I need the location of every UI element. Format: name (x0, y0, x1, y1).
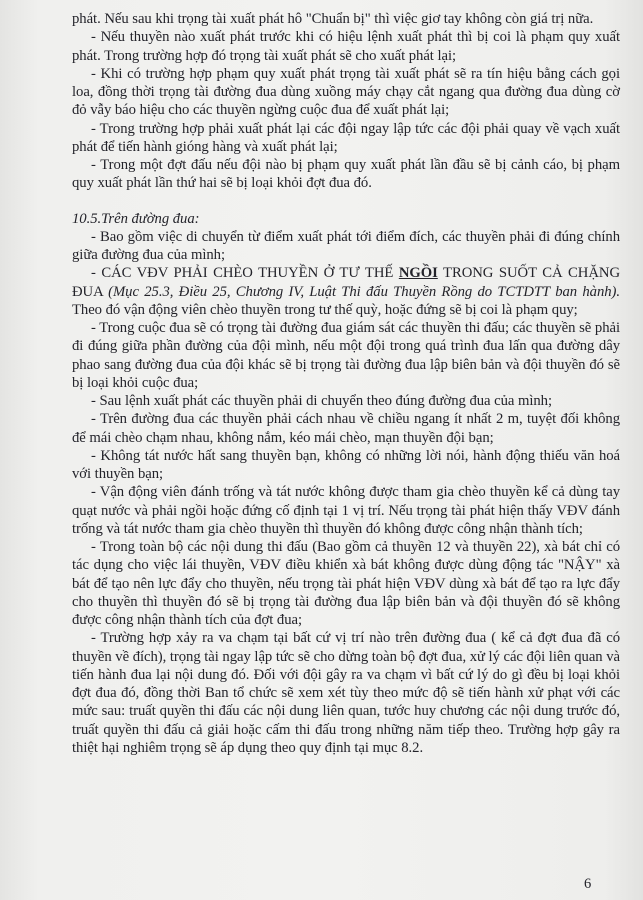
page-number: 6 (584, 876, 592, 892)
rowing-rule-emphasis: NGỒI (398, 265, 438, 282)
paragraph-route: - Bao gồm việc di chuyển từ điểm xuất phát tới điểm đích, các thuyền phải đi đúng chính giữa đường đua của mình; (72, 228, 620, 263)
rowing-rule-tail: Theo đó vận động viên chèo thuyền trong tư thế quỳ, hoặc đứng sẽ bị coi là phạm quy; (72, 301, 578, 318)
paragraph-distance: - Trên đường đua các thuyền phải cách nhau về chiều ngang ít nhất 2 m, tuyệt đối không để mái chèo chạm nhau, không nắm, kéo mái chèo, mạn thuyền đội bạn; (72, 411, 620, 446)
paragraph-rowing-posture (72, 264, 620, 319)
document-body (72, 10, 620, 757)
paragraph-warning-disqualify: - Trong một đợt đấu nếu đội nào bị phạm quy xuất phát lần đầu sẽ bị cảnh cáo, bị phạm quy xuất phát lần thứ hai sẽ bị loại khỏi đợt đua đó. (72, 157, 620, 192)
paragraph-follow-lane: - Sau lệnh xuất phát các thuyền phải di chuyển theo đúng đường đua của mình; (91, 393, 553, 409)
paragraph-restart: - Trong trường hợp phải xuất phát lại các đội ngay lập tức các đội phải quay về vạch xuất phát để tiến hành gióng hàng và xuất phát lại; (72, 120, 620, 155)
paragraph-false-start-signal: - Khi có trường hợp phạm quy xuất phát trọng tài xuất phát sẽ ra tín hiệu bằng cách gọi loa, đồng thời trọng tài đường đua dùng xuồng máy chạy cắt ngang qua đường đua dùng cờ đỏ vẫy báo hiệu cho các thuyền ngừng cuộc đua để xuất phát lại; (72, 65, 620, 119)
rowing-rule-reference: (Mục 25.3, Điều 25, Chương IV, Luật Thi đấu Thuyền Rồng do TCTDTT ban hành). (108, 283, 621, 300)
paragraph-steering: - Trong toàn bộ các nội dung thi đấu (Bao gồm cả thuyền 12 và thuyền 22), xà bát chỉ có tác dụng cho việc lái thuyền, VĐV điều khiển xà bát không được dùng động tác "NẬY" xà bát để tạo nên lực đẩy cho thuyền, nếu trọng tài phát hiện VĐV dùng xà bát để tạo ra lực đẩy cho thuyền thì thuyền đó sẽ bị trọng tài đường đua lập biên bản và đội thuyền đó sẽ không được công nhận thành tích của đợt đua; (72, 539, 620, 628)
paragraph-collision: - Trường hợp xảy ra va chạm tại bất cứ vị trí nào trên đường đua ( kể cả đợt đua đã có thuyền về đích), trọng tài ngay lập tức sẽ cho dừng toàn bộ đợt đua, xử lý các đội liên quan và tiến hành đua lại nội dung đó. Đối với đội gây ra va chạm vì bất cứ lý do gì đều bị loại khỏi đợt đua đó, đồng thời Ban tổ chức sẽ xem xét tùy theo mức độ sẽ tiến hành xử phạt với các mức sau: truất quyền thi đấu các nội dung liên quan, tước huy chương các nội dung trước đó, truất quyền thi đấu cả giải hoặc cấm thi đấu trong những năm tiếp theo. Trường hợp gây ra thiệt hại nghiêm trọng sẽ áp dụng theo quy định tại mục 8.2. (72, 630, 620, 756)
rowing-rule-lead: - CÁC VĐV PHẢI CHÈO THUYỀN Ở TƯ THẾ (91, 265, 399, 282)
paragraph-start-signal: phát. Nếu sau khi trọng tài xuất phát hô "Chuẩn bị" thì việc giơ tay không còn giá trị nữa. (72, 11, 594, 27)
section-heading: 10.5.Trên đường đua: (72, 210, 200, 227)
rowing-rule-continued: TRONG SUỐT CẢ CHẶNG ĐUA (72, 265, 620, 300)
paragraph-false-start: - Nếu thuyền nào xuất phát trước khi có hiệu lệnh xuất phát thì bị coi là phạm quy xuất phát. Trong trường hợp đó trọng tài xuất phát sẽ cho xuất phát lại; (72, 29, 620, 64)
paragraph-no-splashing: - Không tát nước hất sang thuyền bạn, không có những lời nói, hành động thiếu văn hoá với thuyền bạn; (72, 447, 620, 482)
paragraph-drummer-bailer: - Vận động viên đánh trống và tát nước không được tham gia chèo thuyền kể cả dùng tay quạt nước và phải ngồi hoặc đứng cố định tại 1 vị trí. Nếu trọng tài phát hiện thấy VĐV đánh trống và tát nước tham gia chèo thuyền thì thuyền đó không được công nhận thành tích; (72, 484, 620, 537)
section-gap (72, 193, 620, 210)
paragraph-lane-referee: - Trong cuộc đua sẽ có trọng tài đường đua giám sát các thuyền thi đấu; các thuyền sẽ phải đi đúng giữa phần đường của đội mình, nếu một đội trong quá trình đua lấn qua đường dây phao sang đường đua của đội khác sẽ bị trọng tài đường đua lập biên bản và đội thuyền đó sẽ bị loại khỏi cuộc đua; (72, 320, 620, 391)
